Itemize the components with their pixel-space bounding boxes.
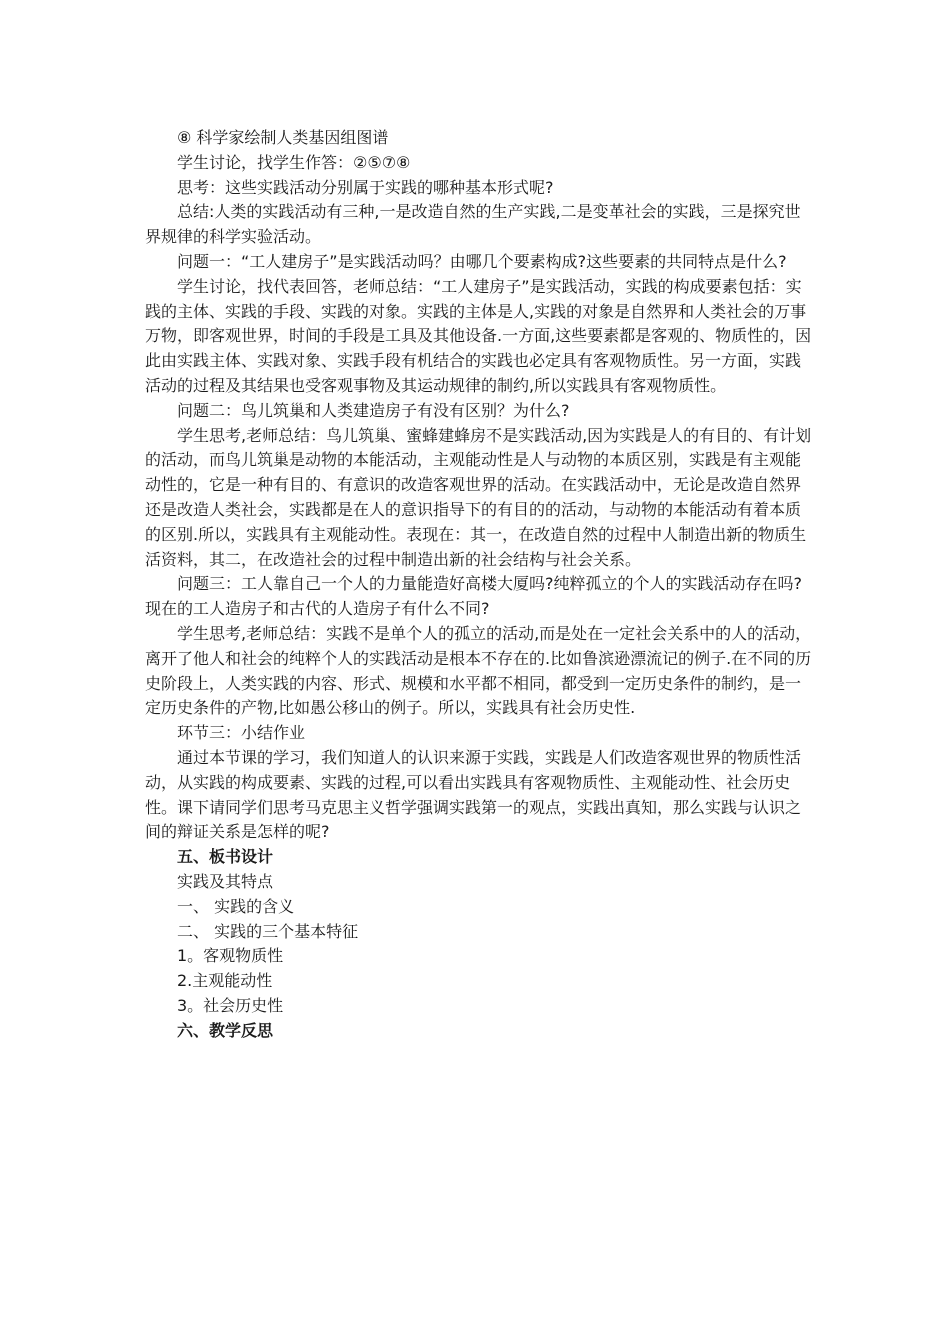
board-item-2: 二、 实践的三个基本特征 — [177, 921, 359, 941]
board-subitem-3: 3。社会历史性 — [177, 995, 284, 1015]
heading-board-design: 五、板书设计 — [177, 847, 274, 867]
paragraph-student-answer: 学生讨论，找学生作答：②⑤⑦⑧ — [177, 152, 411, 172]
paragraph-answer-3: 学生思考,老师总结：实践不是单个人的孤立的活动,而是处在一定社会关系中的人的活动，离开了他人和社会的纯粹个人的实践活动是根本不存在的.比如鲁滨逊漂流记的例子.在不同的历史阶段上，人类实践的内容、形式、规模和水平都不相同，都受到一定历史条件的制约，是一定历史条件的产物,比如愚公移山的例子。所以，实践具有社会历史性. — [145, 623, 812, 718]
paragraph-question-1: 问题一：“工人建房子”是实践活动吗？由哪几个要素构成?这些要素的共同特点是什么? — [177, 251, 787, 271]
paragraph-think: 思考：这些实践活动分别属于实践的哪种基本形式呢? — [177, 177, 554, 197]
paragraph-summary: 总结:人类的实践活动有三种,一是改造自然的生产实践,二是变革社会的实践，三是探究世界规律的科学实验活动。 — [145, 202, 801, 247]
paragraph-question-3: 问题三：工人靠自己一个人的力量能造好高楼大厦吗?纯粹孤立的个人的实践活动存在吗?现在的工人造房子和古代的人造房子有什么不同? — [145, 574, 802, 619]
paragraph-conclusion: 通过本节课的学习，我们知道人的认识来源于实践，实践是人们改造客观世界的物质性活动，从实践的构成要素、实践的过程,可以看出实践具有客观物质性、主观能动性、社会历史性。课下请同学们思考马克思主义哲学强调实践第一的观点，实践出真知，那么实践与认识之间的辩证关系是怎样的呢? — [145, 747, 802, 842]
board-subitem-2: 2.主观能动性 — [177, 971, 273, 991]
heading-teaching-reflection: 六、教学反思 — [177, 1020, 274, 1040]
paragraph-item-8-genome: ⑧ 科学家绘制人类基因组图谱 — [177, 128, 389, 147]
board-title: 实践及其特点 — [177, 871, 274, 891]
paragraph-section-3: 环节三：小结作业 — [177, 723, 306, 743]
paragraph-answer-1: 学生讨论，找代表回答，老师总结：“工人建房子”是实践活动，实践的构成要素包括：实践的主体、实践的手段、实践的对象。实践的主体是人,实践的对象是自然界和人类社会的万事万物，即客观世界，时间的手段是工具及其他设备.一方面,这些要素都是客观的、物质性的，因此由实践主体、实践对象、实践手段有机结合的实践也必定具有客观物质性。另一方面，实践活动的过程及其结果也受客观事物及其运动规律的制约,所以实践具有客观物质性。 — [145, 276, 812, 395]
board-item-1: 一、 实践的含义 — [177, 896, 295, 916]
paragraph-question-2: 问题二：鸟儿筑巢和人类建造房子有没有区别？为什么? — [177, 400, 570, 420]
board-subitem-1: 1。客观物质性 — [177, 946, 284, 966]
document-body — [145, 126, 813, 1043]
paragraph-answer-2: 学生思考,老师总结：鸟儿筑巢、蜜蜂建蜂房不是实践活动,因为实践是人的有目的、有计划的活动，而鸟儿筑巢是动物的本能活动，主观能动性是人与动物的本质区别，实践是有主观能动性的，它是一种有目的、有意识的改造客观世界的活动。在实践活动中，无论是改造自然界还是改造人类社会，实践都是在人的意识指导下的有目的的活动，与动物的本能活动有着本质的区别.所以，实践具有主观能动性。表现在：其一，在改造自然的过程中人制造出新的物质生活资料，其二，在改造社会的过程中制造出新的社会结构与社会关系。 — [145, 425, 812, 569]
